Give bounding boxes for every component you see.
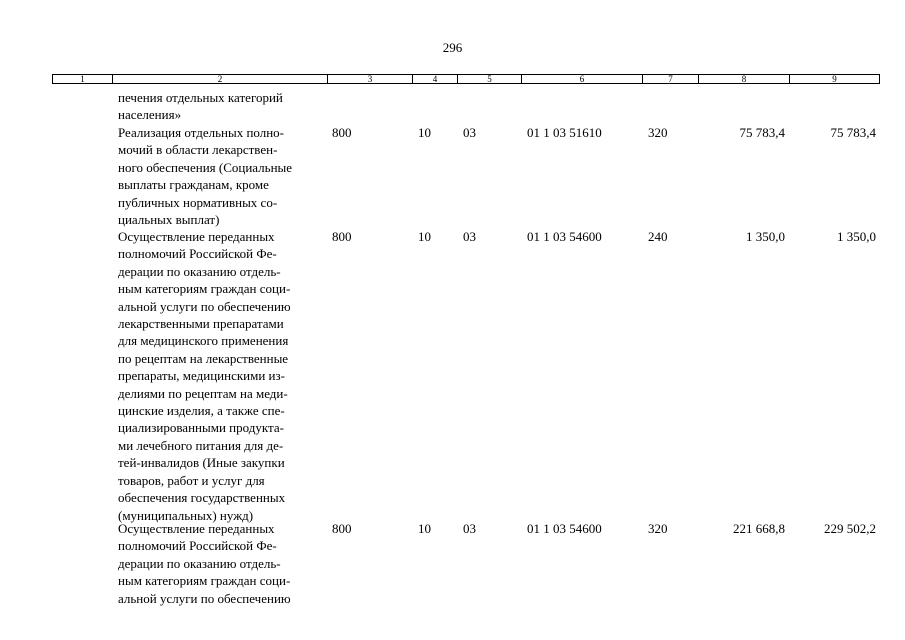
cell-section: 10 xyxy=(418,521,431,536)
cell-target-article: 01 1 03 54600 xyxy=(527,521,602,536)
header-col-2: 2 xyxy=(112,75,327,84)
cell-amount-2: 1 350,0 xyxy=(837,229,876,244)
cell-subsection: 03 xyxy=(463,125,476,140)
table-header-row xyxy=(52,74,880,84)
cell-expense-type: 320 xyxy=(648,125,668,140)
row-description: Осуществление переданных полномочий Российской Фе- дерации по оказанию отдель- ным категориям граждан соци- альной услуги по обеспечению лекарственными препаратами для медицинского применения по рецептам на лекарственные препараты, медицинскими из- делиями по рецептам на меди- цинские изделия, а также спе- циализированными продукта- ми лечебного питания для де- тей-инвалидов (Иные закупки товаров, работ и услуг для обеспечения государственных (муниципальных) нужд) xyxy=(118,229,291,523)
row-description: печения отдельных категорий населения» xyxy=(118,90,283,123)
cell-amount-1: 75 783,4 xyxy=(739,125,785,140)
cell-ministry: 800 xyxy=(332,125,352,140)
header-col-6: 6 xyxy=(521,75,642,84)
row-description: Осуществление переданных полномочий Российской Фе- дерации по оказанию отдель- ным категориям граждан соци- альной услуги по обеспечению xyxy=(118,521,291,606)
cell-ministry: 800 xyxy=(332,229,352,244)
cell-target-article: 01 1 03 54600 xyxy=(527,229,602,244)
cell-expense-type: 240 xyxy=(648,229,668,244)
cell-subsection: 03 xyxy=(463,229,476,244)
cell-subsection: 03 xyxy=(463,521,476,536)
cell-amount-2: 75 783,4 xyxy=(830,125,876,140)
cell-section: 10 xyxy=(418,229,431,244)
header-col-3: 3 xyxy=(327,75,412,84)
header-col-4: 4 xyxy=(412,75,457,84)
cell-amount-1: 221 668,8 xyxy=(733,521,785,536)
cell-target-article: 01 1 03 51610 xyxy=(527,125,602,140)
cell-ministry: 800 xyxy=(332,521,352,536)
cell-expense-type: 320 xyxy=(648,521,668,536)
header-col-1: 1 xyxy=(80,74,85,84)
cell-amount-2: 229 502,2 xyxy=(824,521,876,536)
cell-section: 10 xyxy=(418,125,431,140)
page-number: 296 xyxy=(442,40,463,55)
header-col-5: 5 xyxy=(457,75,521,84)
header-col-9: 9 xyxy=(789,75,879,84)
cell-amount-1: 1 350,0 xyxy=(746,229,785,244)
row-description: Реализация отдельных полно- мочий в области лекарствен- ного обеспечения (Социальные выплаты гражданам, кроме публичных нормативных со- циальных выплат) xyxy=(118,125,293,228)
header-col-7: 7 xyxy=(642,75,698,84)
header-col-8: 8 xyxy=(698,75,789,84)
